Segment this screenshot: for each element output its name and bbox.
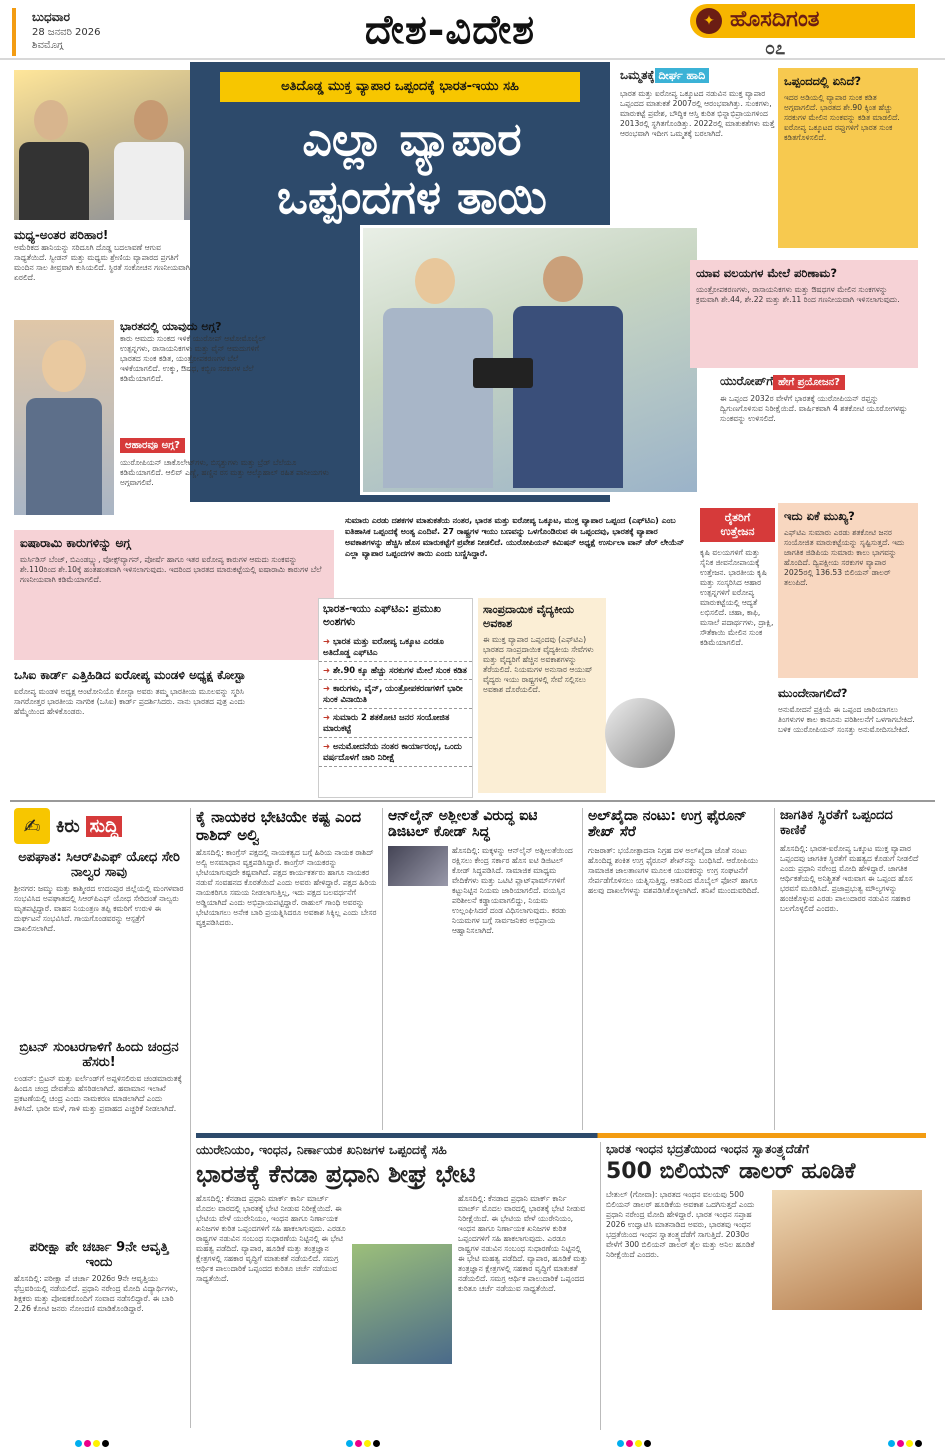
section-heading: ಒಪ್ಪಂದದಲ್ಲಿ ಏನಿದೆ? [784, 74, 862, 88]
why-matters-box [778, 503, 918, 678]
edition-city: ಶಿವಮೊಗ್ಗ [32, 40, 64, 51]
band-divider [196, 1133, 926, 1138]
brief-title: ಪರೀಕ್ಷಾ ಪೇ ಚರ್ಚಾ 9ನೇ ಆವೃತ್ತಿ ಇಂದು [29, 1240, 169, 1270]
section-body: ಕಾರು ಆಮದು ಸುಂಕದ ಇಳಿಕೆ ಯುರೋಪ್ ಆಟೋಮೊಬೈಲ್ ಉತ್ಪನ್ನಗಳು, ರಾಸಾಯನಿಕಗಳು ಮತ್ತು ವೈನ್ ಆಮದುಗಳಿಗೆ ಭಾರತದ ಸುಂಕ ಕಡಿತ, ಯಂತ್ರೋಪಕರಣಗಳ ಬೆಲೆ ಇಳಿಕೆಯಾಗಲಿದೆ. ಉಕ್ಕು, ಔಷಧ, ಕಬ್ಬಿಣ ಸರಕುಗಳ ಬೆಲೆ ಕಡಿಮೆಯಾಗಲಿದೆ. [120, 334, 266, 383]
section-body: ಕೃಷಿ ವಲಯಗಳಿಗೆ ಮತ್ತು ಸೈನಿಕ ಜೀವನೋಪಾಯಕ್ಕೆ ಉತ್ತೇಜನ. ಭಾರತೀಯ ಕೃಷಿ ಮತ್ತು ಸಂಸ್ಕರಿಸಿದ ಆಹಾರ ಉತ್ಪನ್ನಗಳಿಗೆ ಐರೋಪ್ಯ ಮಾರುಕಟ್ಟೆಯಲ್ಲಿ ಆದ್ಯತೆ ಲಭಿಸಲಿದೆ. ಚಹಾ, ಕಾಫಿ, ಮಸಾಲೆ ಪದಾರ್ಥಗಳು, ದ್ರಾಕ್ಷಿ, ಸೌತೆಕಾಯಿ ಮೇಲಿನ ಸುಂಕ ಕಡಿಮೆಯಾಗಲಿದೆ. [700, 548, 774, 647]
lead-photo [360, 225, 700, 495]
brief-body: ಲಂಡನ್: ಬ್ರಿಟನ್ ಮತ್ತು ಐರ್ಲೆಂಡ್‌ಗೆ ಅಪ್ಪಳಿಸಲಿರುವ ಚಂಡಮಾರುತಕ್ಕೆ ಹಿಂದೂ ಚಂದ್ರ ದೇವತೆಯ ಹೆಸರಿಡಲಾಗಿದೆ. ಹವಾಮಾನ ಇಲಾಖೆ ಪ್ರಕಟಣೆಯಲ್ಲಿ ಚಂದ್ರ ಎಂದು ನಾಮಕರಣ ಮಾಡಲಾಗಿದೆ ಎಂದು ತಿಳಿಸಿದೆ. ಭಾರೀ ಮಳೆ, ಗಾಳಿ ಮತ್ತು ಪ್ರವಾಹದ ಎಚ್ಚರಿಕೆ ನೀಡಲಾಗಿದೆ. [14, 1074, 182, 1113]
story-body-cont: ಹೊಸದಿಲ್ಲಿ: ಕೆನಡಾದ ಪ್ರಧಾನಿ ಮಾರ್ಕ್ ಕಾರ್ನಿ ಮಾರ್ಚ್ ಮೊದಲ ವಾರದಲ್ಲಿ ಭಾರತಕ್ಕೆ ಭೇಟಿ ನೀಡುವ ನಿರೀಕ್ಷೆಯಿದೆ. ಈ ಭೇಟಿಯ ವೇಳೆ ಯುರೇನಿಯಂ, ಇಂಧನ ಹಾಗೂ ನಿರ್ಣಾಯಕ ಖನಿಜಗಳ ಕುರಿತ ಒಪ್ಪಂದಗಳಿಗೆ ಸಹಿ ಹಾಕಲಾಗುವುದು. ಎರಡೂ ರಾಷ್ಟ್ರಗಳ ನಡುವಿನ ಸಂಬಂಧ ಸುಧಾರಣೆಯ ನಿಟ್ಟಿನಲ್ಲಿ ಈ ಭೇಟಿ ಮಹತ್ವ ಪಡೆದಿದೆ. ವ್ಯಾಪಾರ, ಹೂಡಿಕೆ ಮತ್ತು ತಂತ್ರಜ್ಞಾನ ಕ್ಷೇತ್ರಗಳಲ್ಲಿ ಸಹಕಾರ ವೃದ್ಧಿಗೆ ಮಾತುಕತೆ ನಡೆಯಲಿದೆ. ಸಮಗ್ರ ಆರ್ಥಿಕ ಪಾಲುದಾರಿಕೆ ಒಪ್ಪಂದದ ಕುರಿತೂ ಚರ್ಚೆ ನಡೆಯುವ ಸಾಧ್ಯತೆಯಿದೆ. [458, 1194, 588, 1293]
article-title: ಜಾಗತಿಕ ಸ್ಥಿರತೆಗೆ ಒಪ್ಪಂದದ ಕಾಣಿಕೆ [780, 808, 893, 838]
article-global [780, 808, 920, 1128]
traditional-medicine-box [478, 598, 606, 793]
whats-next-story [778, 686, 918, 794]
story-photo [352, 1244, 452, 1364]
page-number: ೦೭ [765, 38, 786, 59]
section-heading: ಐಷಾರಾಮಿ ಕಾರುಗಳಿನ್ನು ಅಗ್ಗ [20, 536, 131, 550]
key-point: ➜ ಭಾರತ ಮತ್ತು ಐರೋಪ್ಯ ಒಕ್ಕೂಟ ಎರಡೂ ಅತಿದೊಡ್ಡ ಎಫ್‌ಟಿಎ [319, 633, 472, 662]
print-registration-marks [0, 1432, 945, 1441]
section-heading: ಆಹಾರವೂ ಅಗ್ಗ? [120, 438, 185, 453]
headline-line-1: ಎಲ್ಲಾ ವ್ಯಾಪಾರ [302, 112, 522, 166]
article-body: ಗುಜರಾತ್: ಭಯೋತ್ಪಾದನಾ ನಿಗ್ರಹ ದಳ ಅಲ್‌ಖೈದಾ ಜೊತೆ ನಂಟು ಹೊಂದಿದ್ದ ಶಂಕಿತ ಉಗ್ರ ಫೈರೂನ್ ಶೇಖ್‌ನನ್ನು ಬಂಧಿಸಿದೆ. ಆರೋಪಿಯು ಸಾಮಾಜಿಕ ಜಾಲತಾಣಗಳ ಮೂಲಕ ಯುವಕರನ್ನು ಉಗ್ರ ಸಂಘಟನೆಗೆ ಸೇರ್ಪಡೆಗೊಳಿಸಲು ಯತ್ನಿಸುತ್ತಿದ್ದ. ಆತನಿಂದ ಮೊಬೈಲ್ ಫೋನ್ ಹಾಗೂ ಹಲವು ದಾಖಲೆಗಳನ್ನು ವಶಪಡಿಸಿಕೊಳ್ಳಲಾಗಿದೆ. ತನಿಖೆ ಮುಂದುವರಿದಿದೆ. [588, 846, 760, 895]
left-sec-2 [120, 320, 280, 430]
logo-text: ಹೊಸದಿಗಂತ [730, 7, 820, 32]
article-photo [388, 846, 448, 886]
section-body: ಇದರ ಅಡಿಯಲ್ಲಿ ವ್ಯಾಪಾರ ಸುಂಕ ಕಡಿತ ಅಗ್ಗವಾಗಲಿದೆ. ಭಾರತದ ಶೇ.90 ಕ್ಕಿಂತ ಹೆಚ್ಚು ಸರಕುಗಳ ಮೇಲಿನ ಸುಂಕವನ್ನು ಕಡಿತ ಮಾಡಲಿದೆ. ಐರೋಪ್ಯ ಒಕ್ಕೂಟದ ರಫ್ತುಗಳಿಗೆ ಭಾರತ ಸುಂಕ ಕಡಿತಗೊಳಿಸಲಿದೆ. [784, 93, 900, 142]
headline-line-2: ಒಪ್ಪಂದಗಳ ತಾಯಿ [277, 170, 547, 224]
logo-emblem-icon: ✦ [696, 8, 722, 34]
brief-body: ಶ್ರೀನಗರ: ಜಮ್ಮು ಮತ್ತು ಕಾಶ್ಮೀರದ ಉದಂಪುರ ಜಿಲ್ಲೆಯಲ್ಲಿ ಮಂಗಳವಾರ ಸಂಭವಿಸಿದ ಅಪಘಾತದಲ್ಲಿ ಸಿಆರ್‌ಪಿಎಫ್ ಯೋಧ ಸೇರಿದಂತೆ ನಾಲ್ವರು ಮೃತಪಟ್ಟಿದ್ದಾರೆ. ವಾಹನ ನಿಯಂತ್ರಣ ತಪ್ಪಿ ಕಮರಿಗೆ ಉರುಳಿ ಈ ದುರ್ಘಟನೆ ಸಂಭವಿಸಿದೆ. ಗಾಯಗೊಂಡವರನ್ನು ಆಸ್ಪತ್ರೆಗೆ ದಾಖಲಿಸಲಾಗಿದೆ. [14, 884, 184, 933]
section-heading: ಒಸಿಐ ಕಾರ್ಡ್ ಎತ್ತಿಹಿಡಿದ ಐರೋಪ್ಯ ಮಂಡಳಿ ಅಧ್ಯಕ್ಷ ಕೋಸ್ಟಾ [14, 668, 246, 682]
gift-box [473, 358, 533, 388]
section-body: ಮರ್ಸಿಡಿಸ್ ಬೆಂಜ್, ಬಿಎಂಡಬ್ಲ್ಯು, ವೋಕ್ಸ್‌ವ್ಯಾಗನ್, ಪೋರ್ಷೆ ಹಾಗೂ ಇತರ ಐರೋಪ್ಯ ಕಾರುಗಳ ಆಮದು ಸುಂಕವನ್ನು ಶೇ.110ರಿಂದ ಶೇ.10ಕ್ಕೆ ಹಂತಹಂತವಾಗಿ ಇಳಿಸಲಾಗುವುದು. ಇದರಿಂದ ಭಾರತದ ಮಾರುಕಟ್ಟೆಯಲ್ಲಿ ಐಷಾರಾಮಿ ಕಾರುಗಳ ಬೆಲೆ ಗಣನೀಯವಾಗಿ ಕಡಿಮೆಯಾಗಲಿದೆ. [20, 555, 322, 584]
person-body [26, 398, 102, 515]
section-body: ಯಂತ್ರೋಪಕರಣಗಳು, ರಾಸಾಯನಿಕಗಳು ಮತ್ತು ಔಷಧಗಳ ಮೇಲಿನ ಸುಂಕಗಳನ್ನು ಕ್ರಮವಾಗಿ ಶೇ.44, ಶೇ.22 ಮತ್ತು ಶೇ.11 ರಿಂದ ಗಣನೀಯವಾಗಿ ಇಳಿಸಲಾಗುವುದು. [696, 285, 900, 304]
section-heading: ಸಾಂಪ್ರದಾಯಿಕ ವೈದ್ಯಕೀಯ ಅವಕಾಶ [483, 603, 575, 630]
lead-headline [222, 110, 602, 226]
masthead-logo [690, 4, 915, 38]
column-rule [600, 1142, 601, 1430]
story-title: ಭಾರತಕ್ಕೆ ಕೆನಡಾ ಪ್ರಧಾನಿ ಶೀಘ್ರ ಭೇಟಿ [196, 1160, 476, 1188]
key-point: ➜ ಶೇ.90 ಕ್ಕೂ ಹೆಚ್ಚು ಸರಕುಗಳ ಮೇಲೆ ಸುಂಕ ಕಡಿತ [319, 662, 472, 680]
story-body: ಹೊಸದಿಲ್ಲಿ: ಕೆನಡಾದ ಪ್ರಧಾನಿ ಮಾರ್ಕ್ ಕಾರ್ನಿ ಮಾರ್ಚ್ ಮೊದಲ ವಾರದಲ್ಲಿ ಭಾರತಕ್ಕೆ ಭೇಟಿ ನೀಡುವ ನಿರೀಕ್ಷೆಯಿದೆ. ಈ ಭೇಟಿಯ ವೇಳೆ ಯುರೇನಿಯಂ, ಇಂಧನ ಹಾಗೂ ನಿರ್ಣಾಯಕ ಖನಿಜಗಳ ಕುರಿತ ಒಪ್ಪಂದಗಳಿಗೆ ಸಹಿ ಹಾಕಲಾಗುವುದು. ಎರಡೂ ರಾಷ್ಟ್ರಗಳ ನಡುವಿನ ಸಂಬಂಧ ಸುಧಾರಣೆಯ ನಿಟ್ಟಿನಲ್ಲಿ ಈ ಭೇಟಿ ಮಹತ್ವ ಪಡೆದಿದೆ. ವ್ಯಾಪಾರ, ಹೂಡಿಕೆ ಮತ್ತು ತಂತ್ರಜ್ಞಾನ ಕ್ಷೇತ್ರಗಳಲ್ಲಿ ಸಹಕಾರ ವೃದ್ಧಿಗೆ ಮಾತುಕತೆ ನಡೆಯಲಿದೆ. ಸಮಗ್ರ ಆರ್ಥಿಕ ಪಾಲುದಾರಿಕೆ ಒಪ್ಪಂದದ ಕುರಿತೂ ಚರ್ಚೆ ನಡೆಯುವ ಸಾಧ್ಯತೆಯಿದೆ. [196, 1194, 346, 1283]
person-head [543, 256, 583, 302]
key-point: ➜ ಸುಮಾರು 2 ಶತಕೋಟಿ ಜನರ ಸಂಯೋಜಿತ ಮಾರುಕಟ್ಟೆ [319, 709, 472, 738]
luxury-cars-box [14, 530, 334, 660]
europe-benefit-story [720, 374, 918, 492]
day-label: ಬುಧವಾರ [32, 10, 70, 24]
article-title: ಅಲ್‌ಖೈದಾ ನಂಟು: ಉಗ್ರ ಫೈರೂನ್ ಶೇಖ್ ಸೆರೆ [588, 808, 747, 840]
section-body: ಭಾರತ ಮತ್ತು ಐರೋಪ್ಯ ಒಕ್ಕೂಟದ ನಡುವಿನ ಮುಕ್ತ ವ್ಯಾಪಾರ ಒಪ್ಪಂದದ ಮಾತುಕತೆ 2007ರಲ್ಲಿ ಆರಂಭವಾಗಿತ್ತು. ಸುಂಕಗಳು, ಮಾರುಕಟ್ಟೆ ಪ್ರವೇಶ, ಬೌದ್ಧಿಕ ಆಸ್ತಿ ಕುರಿತ ಭಿನ್ನಾಭಿಪ್ರಾಯಗಳಿಂದ 2013ರಲ್ಲಿ ಸ್ಥಗಿತಗೊಂಡಿತ್ತು. 2022ರಲ್ಲಿ ಮಾತುಕತೆಗಳು ಮತ್ತೆ ಆರಂಭವಾಗಿ ಇದೀಗ ಒಮ್ಮತಕ್ಕೆ ಬರಲಾಗಿದೆ. [620, 89, 775, 138]
person-body [513, 306, 623, 488]
column-rule [382, 808, 383, 1130]
sectors-box [690, 260, 918, 368]
person-head [42, 340, 86, 392]
energy-story [606, 1142, 926, 1430]
article-body: ಹೊಸದಿಲ್ಲಿ: ಭಾರತ-ಐರೋಪ್ಯ ಒಕ್ಕೂಟ ಮುಕ್ತ ವ್ಯಾಪಾರ ಒಪ್ಪಂದವು ಜಾಗತಿಕ ಸ್ಥಿರತೆಗೆ ಮಹತ್ವದ ಕೊಡುಗೆ ನೀಡಲಿದೆ ಎಂದು ಪ್ರಧಾನಿ ನರೇಂದ್ರ ಮೋದಿ ಹೇಳಿದ್ದಾರೆ. ಜಾಗತಿಕ ಆರ್ಥಿಕತೆಯಲ್ಲಿ ಅನಿಶ್ಚಿತತೆ ಇರುವಾಗ ಈ ಒಪ್ಪಂದ ಹೊಸ ಭರವಸೆ ಮೂಡಿಸಿದೆ. ಪ್ರಜಾಪ್ರಭುತ್ವ ಮೌಲ್ಯಗಳನ್ನು ಹಂಚಿಕೊಳ್ಳುವ ಎರಡು ಪಾಲುದಾರರ ನಡುವಿನ ಸಹಕಾರ ಬಲಗೊಳ್ಳಲಿದೆ ಎಂದರು. [780, 844, 919, 913]
section-body: ಯುರೋಪಿಯನ್ ಚಾಕೊಲೇಟ್‌ಗಳು, ಬಿಸ್ಕತ್ತುಗಳು ಮತ್ತು ಬ್ರೆಡ್ ಬೆಲೆಯೂ ಕಡಿಮೆಯಾಗಲಿದೆ. ಆಲಿವ್ ಎಣ್ಣೆ, ಹಣ್ಣಿನ ರಸ ಮತ್ತು ಆಲ್ಕೊಹಾಲ್ ರಹಿತ ಪಾನೀಯಗಳು ಅಗ್ಗವಾಗಲಿವೆ. [120, 458, 329, 487]
person-body [114, 142, 184, 220]
person-head [415, 258, 455, 304]
key-points-title: ಭಾರತ-ಇಯು ಎಫ್‌ಟಿಎ: ಪ್ರಮುಖ ಅಂಶಗಳು [323, 603, 441, 628]
divider [10, 800, 935, 802]
canada-story [196, 1142, 596, 1430]
key-points-box [318, 598, 473, 798]
person-head [134, 100, 168, 140]
article-terror [588, 808, 770, 1128]
left-sec-3 [120, 433, 340, 518]
column-rule [190, 808, 191, 1428]
article-digital-code [388, 808, 578, 1128]
photo-modi-hug [605, 698, 675, 768]
lead-caption: ಸುಮಾರು ಎರಡು ದಶಕಗಳ ಮಾತುಕತೆಯ ನಂತರ, ಭಾರತ ಮತ್ತು ಐರೋಪ್ಯ ಒಕ್ಕೂಟ, ಮುಕ್ತ ವ್ಯಾಪಾರ ಒಪ್ಪಂದ (ಎಫ್‌ಟಿಎ) ಎಂಬ ಐತಿಹಾಸಿಕ ಒಪ್ಪಂದಕ್ಕೆ ಅಂತ್ಯ ಎಂದಿವೆ. 27 ರಾಷ್ಟ್ರಗಳ ಇಯು ಬಣವನ್ನು ಒಳಗೊಂಡಿರುವ ಈ ಒಪ್ಪಂದವು, ಭಾರತಕ್ಕೆ ವ್ಯಾಪಾರ ಅವಕಾಶಗಳನ್ನು ಹೆಚ್ಚಿಸಿ ಹೊಸ ಮಾರುಕಟ್ಟೆಗೆ ಪ್ರವೇಶ ನೀಡಲಿದೆ. ಯುರೋಪಿಯನ್ ಕಮಿಷನ್ ಅಧ್ಯಕ್ಷೆ ಉರ್ಸುಲಾ ವಾನ್ ಡೆರ್ ಲೇಯೆನ್ ಎಲ್ಲಾ ವ್ಯಾಪಾರ ಒಪ್ಪಂದಗಳ ತಾಯಿ ಎಂದು ಬಣ್ಣಿಸಿದ್ದಾರೆ. [345, 516, 685, 558]
person-body [383, 308, 493, 488]
section-body: ಈ ಮುಕ್ತ ವ್ಯಾಪಾರ ಒಪ್ಪಂದವು (ಎಫ್‌ಟಿಎ) ಭಾರತದ ಸಾಂಪ್ರದಾಯಿಕ ವೈದ್ಯಕೀಯ ಸೇವೆಗಳು ಮತ್ತು ವೈದ್ಯರಿಗೆ ಹೆಚ್ಚಿನ ಅವಕಾಶಗಳನ್ನು ತೆರೆಯಲಿದೆ. ನಿಯಮಗಳ ಅನುಸಾರ ಆಯುಷ್ ವೈದ್ಯರು ಇಯು ರಾಷ್ಟ್ರಗಳಲ್ಲಿ ಸೇವೆ ಸಲ್ಲಿಸಲು ಅವಕಾಶ ದೊರೆಯಲಿದೆ. [483, 635, 594, 694]
story-kicker: ಭಾರತ ಇಂಧನ ಭದ್ರತೆಯಿಂದ ಇಂಧನ ಸ್ವಾತಂತ್ರ್ಯದೆಡೆಗೆ [606, 1142, 809, 1156]
photo-von-der-leyen [14, 320, 114, 515]
section-heading: ಇದು ಏಕೆ ಮುಖ್ಯ? [784, 509, 855, 523]
briefs-logo: ✍ ಕಿರು ಸುದ್ದಿ [14, 808, 184, 844]
date-box [12, 8, 182, 56]
story-body: ಬೇತುಲ್ (ಗೋವಾ): ಭಾರತದ ಇಂಧನ ವಲಯವು 500 ಬಿಲಿಯನ್ ಡಾಲರ್ ಹೂಡಿಕೆಯ ಅವಕಾಶ ಒದಗಿಸುತ್ತದೆ ಎಂದು ಪ್ರಧಾನಿ ನರೇಂದ್ರ ಮೋದಿ ಹೇಳಿದ್ದಾರೆ. ಭಾರತ ಇಂಧನ ಸಪ್ತಾಹ 2026 ಉದ್ಘಾಟಿಸಿ ಮಾತನಾಡಿದ ಅವರು, ಭಾರತವು ಇಂಧನ ಭದ್ರತೆಯಿಂದ ಇಂಧನ ಸ್ವಾತಂತ್ರ್ಯದೆಡೆಗೆ ಸಾಗುತ್ತಿದೆ. 2030ರ ವೇಳೆಗೆ 300 ಬಿಲಿಯನ್ ಡಾಲರ್ ತೈಲ ಮತ್ತು ಅನಿಲ ಹೂಡಿಕೆ ನಿರೀಕ್ಷೆಯಿದೆ ಎಂದರು. [606, 1190, 755, 1259]
farmers-box [700, 508, 775, 793]
farmers-tag: ರೈತರಿಗೆ ಉತ್ತೇಜನ [700, 508, 775, 542]
title-b: ಹೇಗೆ ಪ್ರಯೋಜನ? [773, 375, 845, 390]
story-kicker: ಯುರೇನಿಯಂ, ಇಂಧನ, ನಿರ್ಣಾಯಕ ಖನಿಜಗಳ ಒಪ್ಪಂದಕ್ಕೆ ಸಹಿ [196, 1142, 447, 1157]
section-body: ಈ ಒಪ್ಪಂದ 2032ರ ವೇಳೆಗೆ ಭಾರತಕ್ಕೆ ಯುರೋಪಿಯನ್ ರಫ್ತನ್ನು ದ್ವಿಗುಣಗೊಳಿಸುವ ನಿರೀಕ್ಷೆಯಿದೆ. ವಾರ್ಷಿಕವಾಗಿ 4 ಶತಕೋಟಿ ಯೂರೋಗಳಷ್ಟು ಸುಂಕವನ್ನು ಉಳಿಸಲಿದೆ. [720, 394, 908, 423]
photo-costa-modi [14, 70, 190, 220]
article-title: ಆನ್‌ಲೈನ್ ಅಶ್ಲೀಲತೆ ವಿರುದ್ಧ ಐಟಿ ಡಿಜಿಟಲ್ ಕೋಡ್ ಸಿದ್ಧ [388, 808, 538, 840]
title-a: ಯುರೋಪ್‌ಗೆ [720, 374, 774, 388]
article-body: ಹೊಸದಿಲ್ಲಿ: ಮಕ್ಕಳನ್ನು ಆನ್‌ಲೈನ್ ಅಶ್ಲೀಲತೆಯಿಂದ ರಕ್ಷಿಸಲು ಕೇಂದ್ರ ಸರ್ಕಾರ ಹೊಸ ಐಟಿ ಡಿಜಿಟಲ್ ಕೋಡ್ ಸಿದ್ಧಪಡಿಸಿದೆ. ಸಾಮಾಜಿಕ ಮಾಧ್ಯಮ ವೇದಿಕೆಗಳು ಮತ್ತು ಒಟಿಟಿ ಪ್ಲಾಟ್‌ಫಾರ್ಮ್‌ಗಳಿಗೆ ಕಟ್ಟುನಿಟ್ಟಿನ ನಿಯಮ ಜಾರಿಯಾಗಲಿದೆ. ವಯಸ್ಸಿನ ಪರಿಶೀಲನೆ ಕಡ್ಡಾಯವಾಗಲಿದ್ದು, ನಿಯಮ ಉಲ್ಲಂಘಿಸಿದರೆ ದಂಡ ವಿಧಿಸಲಾಗುವುದು. ಕರಡು ನಿಯಮಗಳ ಬಗ್ಗೆ ಸಾರ್ವಜನಿಕರ ಅಭಿಪ್ರಾಯ ಆಹ್ವಾನಿಸಲಾಗಿದೆ. [452, 846, 573, 935]
section-heading: ಮುಂದೇನಾಗಲಿದೆ? [778, 686, 848, 700]
column-rule [582, 808, 583, 1130]
key-point: ➜ ಕಾರುಗಳು, ವೈನ್, ಯಂತ್ರೋಪಕರಣಗಳಿಗೆ ಭಾರೀ ಸುಂಕ ವಿನಾಯಿತಿ [319, 680, 472, 709]
long-road-story [620, 68, 780, 258]
left-sec-1 [14, 228, 190, 318]
section-heading: ಯಾವ ವಲಯಗಳ ಮೇಲೆ ಪರಿಣಾಮ? [696, 266, 838, 280]
person-head [34, 100, 68, 140]
section-body: ಅಮೆರಿಕದ ಹಾನಿಯನ್ನು ಸರಿದೂಗಿ ದೊಡ್ಡ ಬದಲಾವಣೆ ಆಗುವ ಸಾಧ್ಯತೆಯಿದೆ. ಸ್ವೀಡನ್ ಮತ್ತು ಮಧ್ಯಮ ಶ್ರೇಣಿಯ ವ್ಯಾಪಾರದ ಪ್ರಗತಿಗೆ ಮಂದಿನ ಸಾಲ ತೀವ್ರವಾಗಿ ಕುಸಿಯಲಿದೆ. ಸ್ಥಿರತೆ ಸಂಕೋಚನ ಗಣನೀಯವಾಗಿ ಏರಲಿದೆ. [14, 243, 190, 282]
date-label: 28 ಜನವರಿ 2026 [32, 27, 101, 38]
oci-card-story [14, 668, 314, 793]
person-body [19, 142, 89, 220]
article-alvi [196, 808, 378, 1128]
title-a: ಒಮ್ಮತಕ್ಕೆ [620, 68, 655, 82]
brief-title: ಬ್ರಿಟನ್ ಸುಂಟರಗಾಳಿಗೆ ಹಿಂದು ಚಂದ್ರನ ಹೆಸರು! [19, 1040, 179, 1070]
story-photo [772, 1190, 922, 1310]
lead-kicker: ಅತಿದೊಡ್ಡ ಮುಕ್ತ ವ್ಯಾಪಾರ ಒಪ್ಪಂದಕ್ಕೆ ಭಾರತ-ಇಯು ಸಹಿ [220, 72, 580, 102]
briefs-column [14, 808, 184, 1428]
article-body: ಹೊಸದಿಲ್ಲಿ: ಕಾಂಗ್ರೆಸ್ ಪಕ್ಷದಲ್ಲಿ ನಾಯಕತ್ವದ ಬಗ್ಗೆ ಹಿರಿಯ ನಾಯಕ ರಾಶಿದ್ ಅಲ್ವಿ ಅಸಮಾಧಾನ ವ್ಯಕ್ತಪಡಿಸಿದ್ದಾರೆ. ಕಾಂಗ್ರೆಸ್ ನಾಯಕರನ್ನು ಭೇಟಿಯಾಗುವುದೇ ಕಷ್ಟವಾಗಿದೆ. ಪಕ್ಷದ ಕಾರ್ಯಕರ್ತರು ಹಾಗೂ ನಾಯಕರ ನಡುವೆ ಸಂವಹನದ ಕೊರತೆಯಿದೆ ಎಂದು ಅವರು ಹೇಳಿದ್ದಾರೆ. ಪಕ್ಷದ ಹಿರಿಯ ನಾಯಕರಿಗೂ ಸಮಯ ನೀಡಲಾಗುತ್ತಿಲ್ಲ, ಇದು ಪಕ್ಷದ ಬಲವರ್ಧನೆಗೆ ಅಡ್ಡಿಯಾಗಿದೆ ಎಂದು ಅಭಿಪ್ರಾಯಪಟ್ಟಿದ್ದಾರೆ. ರಾಹುಲ್ ಗಾಂಧಿ ಅವರನ್ನು ಭೇಟಿಯಾಗಲು ಅನೇಕ ಬಾರಿ ಪ್ರಯತ್ನಿಸಿದರೂ ಅವಕಾಶ ಸಿಕ್ಕಿಲ್ಲ ಎಂದು ಬೇಸರ ವ್ಯಕ್ತಪಡಿಸಿದರು. [196, 848, 377, 927]
whats-in-deal-box [778, 68, 918, 248]
section-body: ಅನುಮೋದನೆ ಪ್ರಕ್ರಿಯೆ ಈ ಒಪ್ಪಂದ ಜಾರಿಯಾಗಲು ತಿಂಗಳುಗಳ ಕಾಲ ಕಾನೂನು ಪರಿಶೀಲನೆಗೆ ಒಳಗಾಗಬೇಕಿದೆ. ಬಳಿಕ ಯುರೋಪಿಯನ್ ಸಂಸತ್ತು ಅನುಮೋದಿಸಬೇಕಿದೆ. [778, 705, 915, 734]
story-title: 500 ಬಿಲಿಯನ್ ಡಾಲರ್ ಹೂಡಿಕೆ [606, 1159, 856, 1184]
title-b: ದೀರ್ಘ ಹಾದಿ [655, 68, 710, 83]
section-heading: ಭಾರತದಲ್ಲಿ ಯಾವುದು ಅಗ್ಗ? [120, 320, 222, 333]
section-title: ದೇಶ-ವಿದೇಶ [364, 6, 536, 53]
section-body: ಐರೋಪ್ಯ ಮಂಡಳಿ ಅಧ್ಯಕ್ಷ ಆಂಟೋನಿಯೊ ಕೋಸ್ಟಾ ಅವರು ತಮ್ಮ ಭಾರತೀಯ ಮೂಲವನ್ನು ಸ್ಮರಿಸಿ ಸಾಗರೋತ್ತರ ಭಾರತೀಯ ನಾಗರಿಕ (ಒಸಿಐ) ಕಾರ್ಡ್ ಪ್ರದರ್ಶಿಸಿದರು. ನಾನು ಭಾರತದ ಪುತ್ರ ಎಂದು ಹೆಮ್ಮೆಯಿಂದ ಹೇಳಿಕೊಂಡರು. [14, 687, 245, 716]
brief-title: ಅಪಘಾತ: ಸಿಆರ್‌ಪಿಎಫ್ ಯೋಧ ಸೇರಿ ನಾಲ್ವರ ಸಾವು [18, 850, 180, 880]
article-title: ಕೈ ನಾಯಕರ ಭೇಟಿಯೇ ಕಷ್ಟ ಎಂದ ರಾಶಿದ್ ಅಲ್ವಿ [196, 808, 362, 844]
section-body: ಎಫ್‌ಟಿಎ ಸುಮಾರು ಎರಡು ಶತಕೋಟಿ ಜನರ ಸಂಯೋಜಿತ ಮಾರುಕಟ್ಟೆಯನ್ನು ಸೃಷ್ಟಿಸುತ್ತದೆ. ಇದು ಜಾಗತಿಕ ಜಿಡಿಪಿಯ ಸುಮಾರು ಕಾಲು ಭಾಗವನ್ನು ಹೊಂದಿದೆ. ದ್ವಿಪಕ್ಷೀಯ ಸರಕುಗಳ ವ್ಯಾಪಾರ 2025ರಲ್ಲಿ 136.53 ಬಿಲಿಯನ್ ಡಾಲರ್ ತಲುಪಿದೆ. [784, 528, 905, 587]
column-rule [774, 808, 775, 1130]
section-heading: ಮಧ್ಯ-ಅಂತರ ಪರಿಹಾರ! [14, 228, 109, 242]
key-point: ➜ ಅನುಮೋದನೆಯ ನಂತರ ಕಾರ್ಯಾರಂಭ, ಒಂದು ವರ್ಷದೊಳಗೆ ಜಾರಿ ನಿರೀಕ್ಷೆ [319, 738, 472, 767]
brief-body: ಹೊಸದಿಲ್ಲಿ: ಪರೀಕ್ಷಾ ಪೆ ಚರ್ಚಾ 2026ರ 9ನೇ ಆವೃತ್ತಿಯು ಫೆಬ್ರವರಿಯಲ್ಲಿ ನಡೆಯಲಿದೆ. ಪ್ರಧಾನಿ ನರೇಂದ್ರ ಮೋದಿ ವಿದ್ಯಾರ್ಥಿಗಳು, ಶಿಕ್ಷಕರು ಮತ್ತು ಪೋಷಕರೊಂದಿಗೆ ಸಂವಾದ ನಡೆಸಲಿದ್ದಾರೆ. ಈ ಬಾರಿ 2.26 ಕೋಟಿ ಜನರು ನೋಂದಣಿ ಮಾಡಿಕೊಂಡಿದ್ದಾರೆ. [14, 1274, 179, 1313]
megaphone-icon: ✍ [14, 808, 50, 844]
